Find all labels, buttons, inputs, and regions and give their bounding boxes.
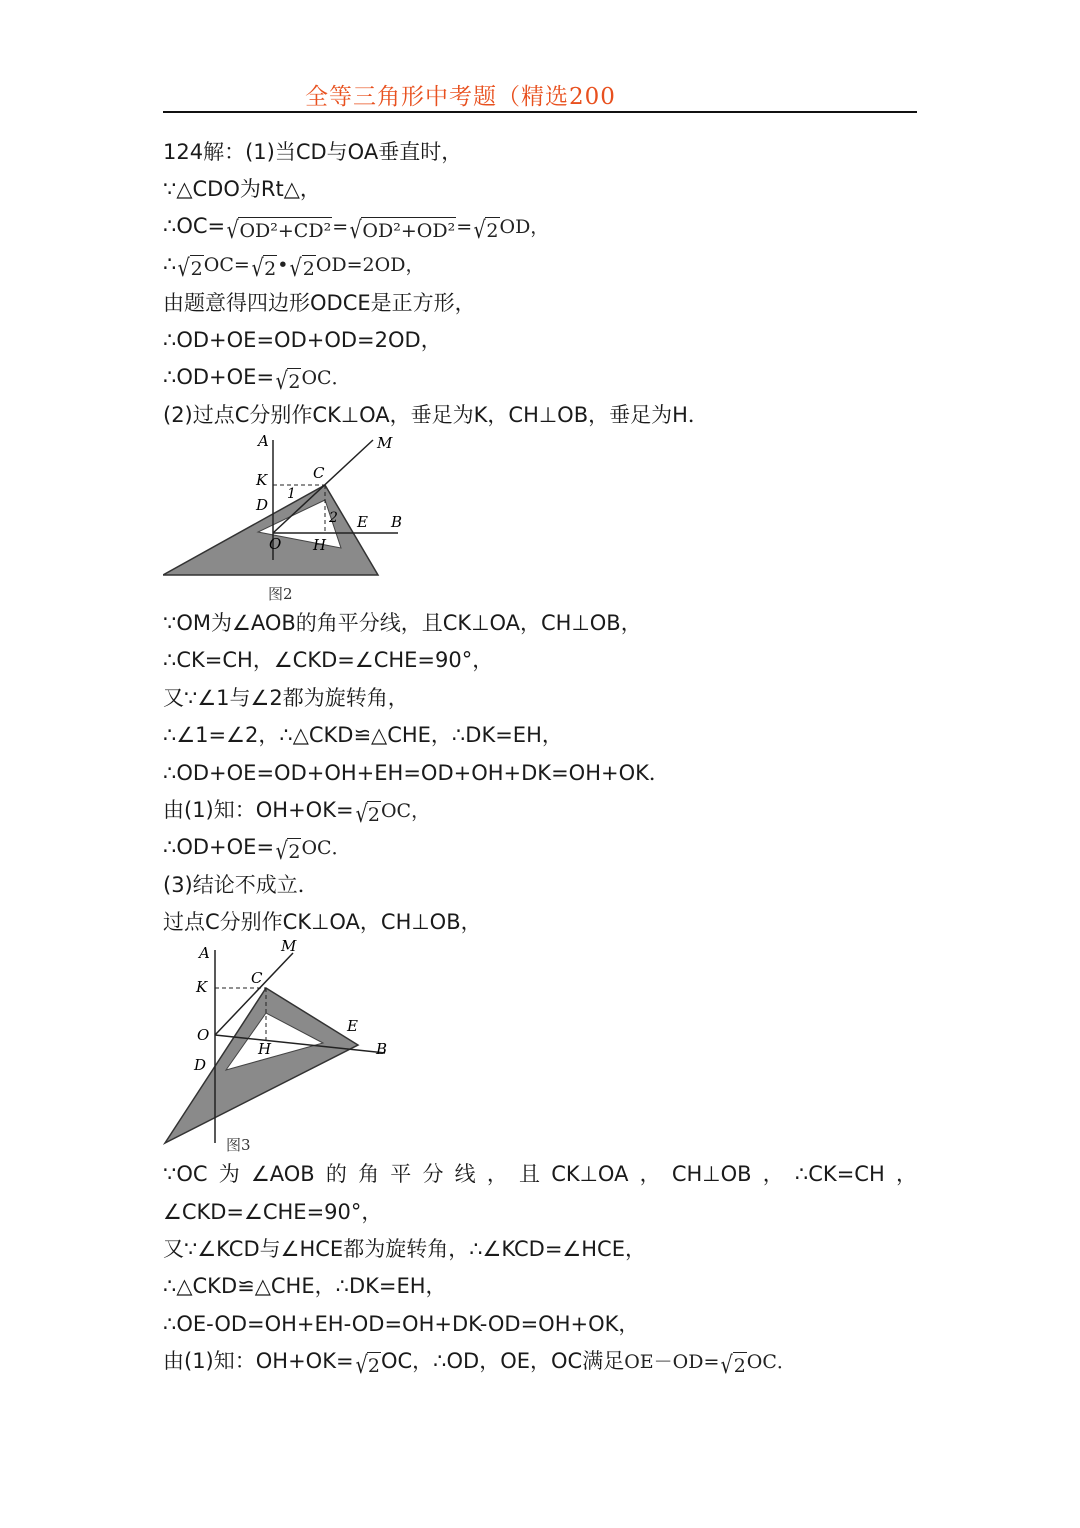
text-line: ∴∠1=∠2，∴△CKD≌△CHE，∴DK=EH， xyxy=(163,723,563,747)
text-segment: OC，∴OD，OE，OC满足 xyxy=(380,1349,625,1373)
label-E: E xyxy=(357,513,368,531)
sqrt-expression xyxy=(225,217,332,243)
text-line: 由题意得四边形ODCE是正方形， xyxy=(163,291,476,315)
text-line: (2)过点C分别作CK⊥OA，垂足为K，CH⊥OB，垂足为H． xyxy=(163,403,709,427)
sqrt-expression xyxy=(354,801,381,827)
radical-sign: √ xyxy=(349,216,362,244)
radicand: 2 xyxy=(287,368,301,394)
radicand: 2 xyxy=(263,255,277,281)
text-line: ∴△CKD≌△CHE，∴DK=EH， xyxy=(163,1274,447,1298)
text-line: ∵OM为∠AOB的角平分线，且CK⊥OA，CH⊥OB， xyxy=(163,611,642,635)
radical-sign: √ xyxy=(355,800,368,828)
radical-sign: √ xyxy=(226,216,239,244)
label-D: D xyxy=(194,1056,207,1074)
sqrt-expression xyxy=(250,255,277,281)
text-line: 过点C分别作CK⊥OA，CH⊥OB， xyxy=(163,910,482,934)
label-C: C xyxy=(313,464,325,482)
text-segment: ∴OC= xyxy=(163,214,226,238)
radical-sign: √ xyxy=(355,1351,368,1379)
label-M: M xyxy=(281,937,297,955)
radical-sign: √ xyxy=(720,1351,734,1379)
text-line: ∴OD+OE=OD+OD=2OD， xyxy=(163,328,442,352)
text-word: 为 xyxy=(218,1162,240,1186)
sqrt-expression xyxy=(274,838,301,864)
radical-sign: √ xyxy=(251,254,264,282)
text-line xyxy=(163,833,351,863)
math-symbol: • xyxy=(277,254,289,276)
figure-3 xyxy=(163,935,403,1149)
text-word: ， xyxy=(895,1162,917,1186)
math-symbol: = xyxy=(332,216,349,238)
radical-sign: √ xyxy=(275,837,288,865)
text-word: 线 xyxy=(454,1162,476,1186)
text-word: 的 xyxy=(325,1162,347,1186)
sqrt-expression xyxy=(354,1352,381,1378)
text-line: ∴OE-OD=OH+EH-OD=OH+DK-OD=OH+OK， xyxy=(163,1312,640,1336)
radical-sign: √ xyxy=(289,254,303,282)
label-B: B xyxy=(391,513,403,531)
math-text: OC= xyxy=(203,254,250,276)
math-text: OC， xyxy=(380,800,431,822)
text-line xyxy=(163,250,424,280)
text-segment: 由(1)知：OH+OK= xyxy=(163,798,354,822)
label-K: K xyxy=(196,978,208,996)
page-header-title: 全等三角形中考题（精选200 xyxy=(305,84,616,110)
text-segment: ∴OD+OE= xyxy=(163,835,275,859)
label-O: O xyxy=(197,1026,210,1044)
radicand: 2 xyxy=(302,255,316,281)
sqrt-expression xyxy=(288,255,315,281)
text-line: ∠CKD=∠CHE=90°， xyxy=(163,1200,383,1224)
text-word: ∵OC xyxy=(163,1162,208,1186)
radical-sign: √ xyxy=(275,367,288,395)
figure-3-diagram xyxy=(163,935,403,1145)
figure-2-diagram xyxy=(163,430,423,580)
text-line xyxy=(163,212,549,242)
math-symbol: = xyxy=(456,216,473,238)
label-E: E xyxy=(347,1017,358,1035)
radical-sign: √ xyxy=(473,216,486,244)
math-text: OD=2OD， xyxy=(315,254,425,276)
math-text: OE－OD= xyxy=(624,1351,720,1373)
label-B: B xyxy=(376,1040,388,1058)
label-D: D xyxy=(256,496,269,514)
label-angle-2: 2 xyxy=(329,510,338,526)
text-word: 且 xyxy=(519,1162,541,1186)
math-text: OC． xyxy=(746,1351,796,1373)
text-word: ∠AOB xyxy=(250,1162,315,1186)
radicand: 2 xyxy=(367,801,381,827)
text-line: ∴OD+OE=OD+OH+EH=OD+OH+DK=OH+OK． xyxy=(163,761,670,785)
label-H: H xyxy=(313,536,327,554)
radicand: 2 xyxy=(367,1352,381,1378)
text-word: ， xyxy=(762,1162,784,1186)
text-word: 角 xyxy=(358,1162,380,1186)
text-line: ∵△CDO为Rt△， xyxy=(163,177,321,201)
math-text: OD， xyxy=(499,216,550,238)
text-word: CH⊥OB xyxy=(671,1162,752,1186)
text-line: ∴CK=CH，∠CKD=∠CHE=90°， xyxy=(163,648,494,672)
text-word: ， xyxy=(639,1162,661,1186)
text-line xyxy=(163,1347,796,1377)
label-angle-1: 1 xyxy=(287,486,296,502)
math-text: OC． xyxy=(301,367,351,389)
radicand: 2 xyxy=(485,217,499,243)
radicand: 2 xyxy=(287,838,301,864)
text-line: 又∵∠1与∠2都为旋转角， xyxy=(163,686,409,710)
label-O: O xyxy=(269,535,282,553)
radicand: OD²+CD² xyxy=(238,217,332,243)
text-line-justified xyxy=(163,1160,917,1190)
radical-sign: √ xyxy=(177,254,191,282)
text-segment: ∴ xyxy=(163,252,177,276)
text-line xyxy=(163,796,430,826)
text-line: (3)结论不成立． xyxy=(163,873,319,897)
sqrt-expression xyxy=(274,368,301,394)
radicand: 2 xyxy=(190,255,204,281)
label-H: H xyxy=(258,1040,272,1058)
text-line xyxy=(163,363,351,393)
sqrt-expression xyxy=(472,217,499,243)
label-C: C xyxy=(251,969,263,987)
math-text: OC． xyxy=(301,837,351,859)
radicand: OD²+OD² xyxy=(361,217,456,243)
figure-3-caption: 图3 xyxy=(226,1136,251,1154)
label-A: A xyxy=(199,944,210,962)
text-word: 平 xyxy=(390,1162,412,1186)
sqrt-expression xyxy=(176,255,203,281)
label-A: A xyxy=(258,432,269,450)
text-segment: ∴OD+OE= xyxy=(163,365,275,389)
label-M: M xyxy=(377,434,393,452)
text-word: 分 xyxy=(422,1162,444,1186)
text-segment: 由(1)知：OH+OK= xyxy=(163,1349,354,1373)
figure-2 xyxy=(163,430,423,584)
text-word: ， xyxy=(486,1162,508,1186)
text-word: CK⊥OA xyxy=(551,1162,629,1186)
sqrt-expression xyxy=(348,217,456,243)
figure-2-caption: 图2 xyxy=(268,585,293,603)
text-word: ∴CK=CH xyxy=(794,1162,885,1186)
radicand: 2 xyxy=(733,1352,747,1378)
text-line: 124解：(1)当CD与OA垂直时， xyxy=(163,140,463,164)
sqrt-expression xyxy=(719,1352,746,1378)
label-K: K xyxy=(256,471,268,489)
header-rule xyxy=(163,111,917,113)
text-line: 又∵∠KCD与∠HCE都为旋转角，∴∠KCD=∠HCE， xyxy=(163,1237,646,1261)
